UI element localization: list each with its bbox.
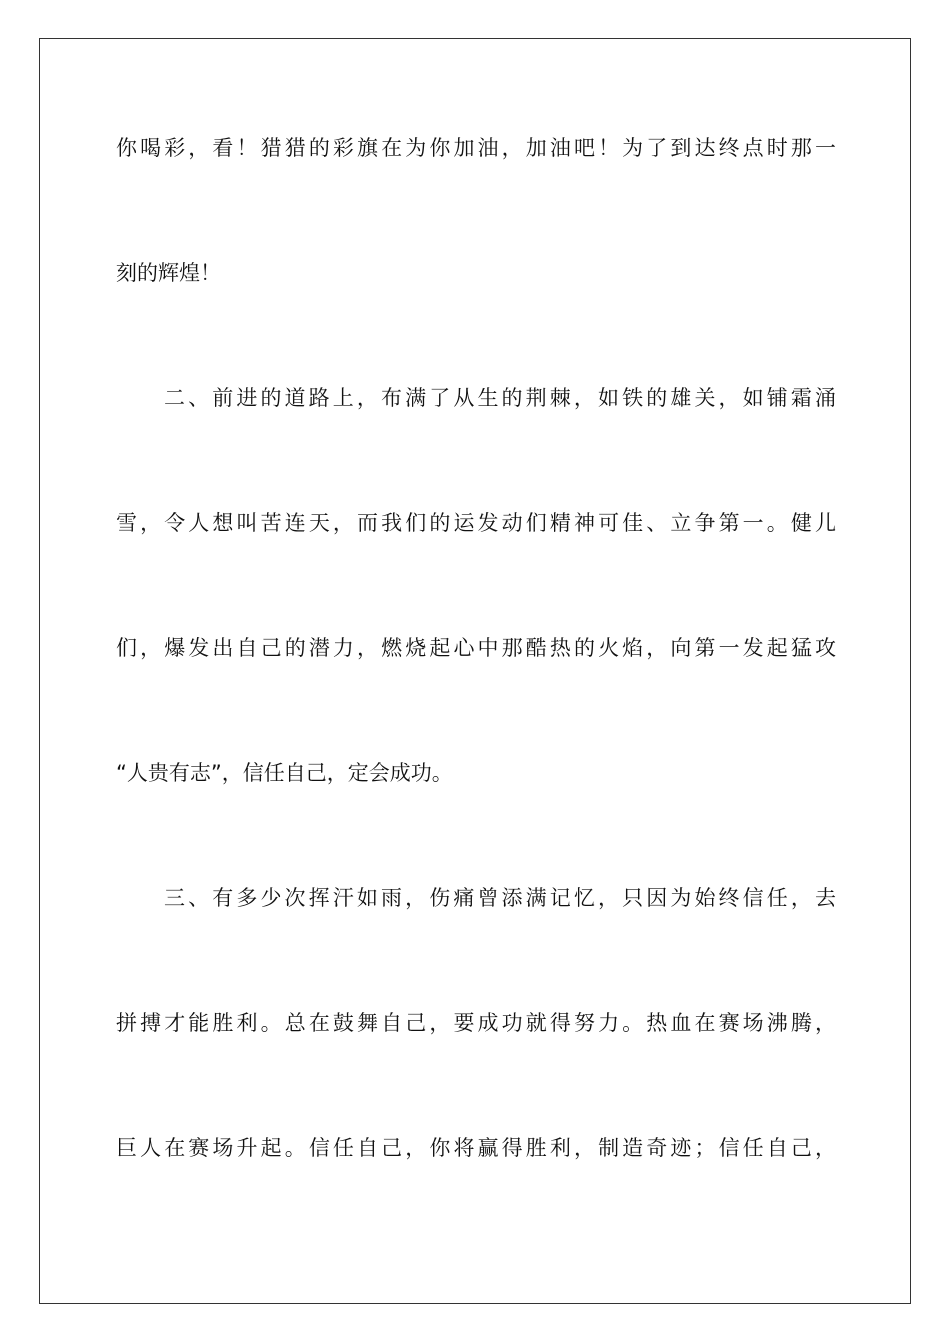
text-line: 们，爆发出自己的潜力，燃烧起心中那酷热的火焰，向第一发起猛攻 (116, 636, 836, 660)
page-border (39, 38, 911, 1304)
text-line: 拼搏才能胜利。总在鼓舞自己，要成功就得努力。热血在赛场沸腾， (116, 1011, 836, 1035)
text-line: 巨人在赛场升起。信任自己，你将赢得胜利，制造奇迹；信任自己， (116, 1136, 836, 1160)
text-line: 你喝彩，看！猎猎的彩旗在为你加油，加油吧！为了到达终点时那一 (116, 136, 836, 160)
paragraph-start-line: 二、前进的道路上，布满了从生的荆棘，如铁的雄关，如铺霜涌 (164, 386, 836, 410)
paragraph-start-line: 三、有多少次挥汗如雨，伤痛曾添满记忆，只因为始终信任，去 (164, 886, 836, 910)
text-line: “人贵有志”，信任自己，定会成功。 (116, 761, 453, 785)
text-line: 刻的辉煌！ (116, 261, 221, 285)
text-line: 雪，令人想叫苦连天，而我们的运发动们精神可佳、立争第一。健儿 (116, 511, 836, 535)
